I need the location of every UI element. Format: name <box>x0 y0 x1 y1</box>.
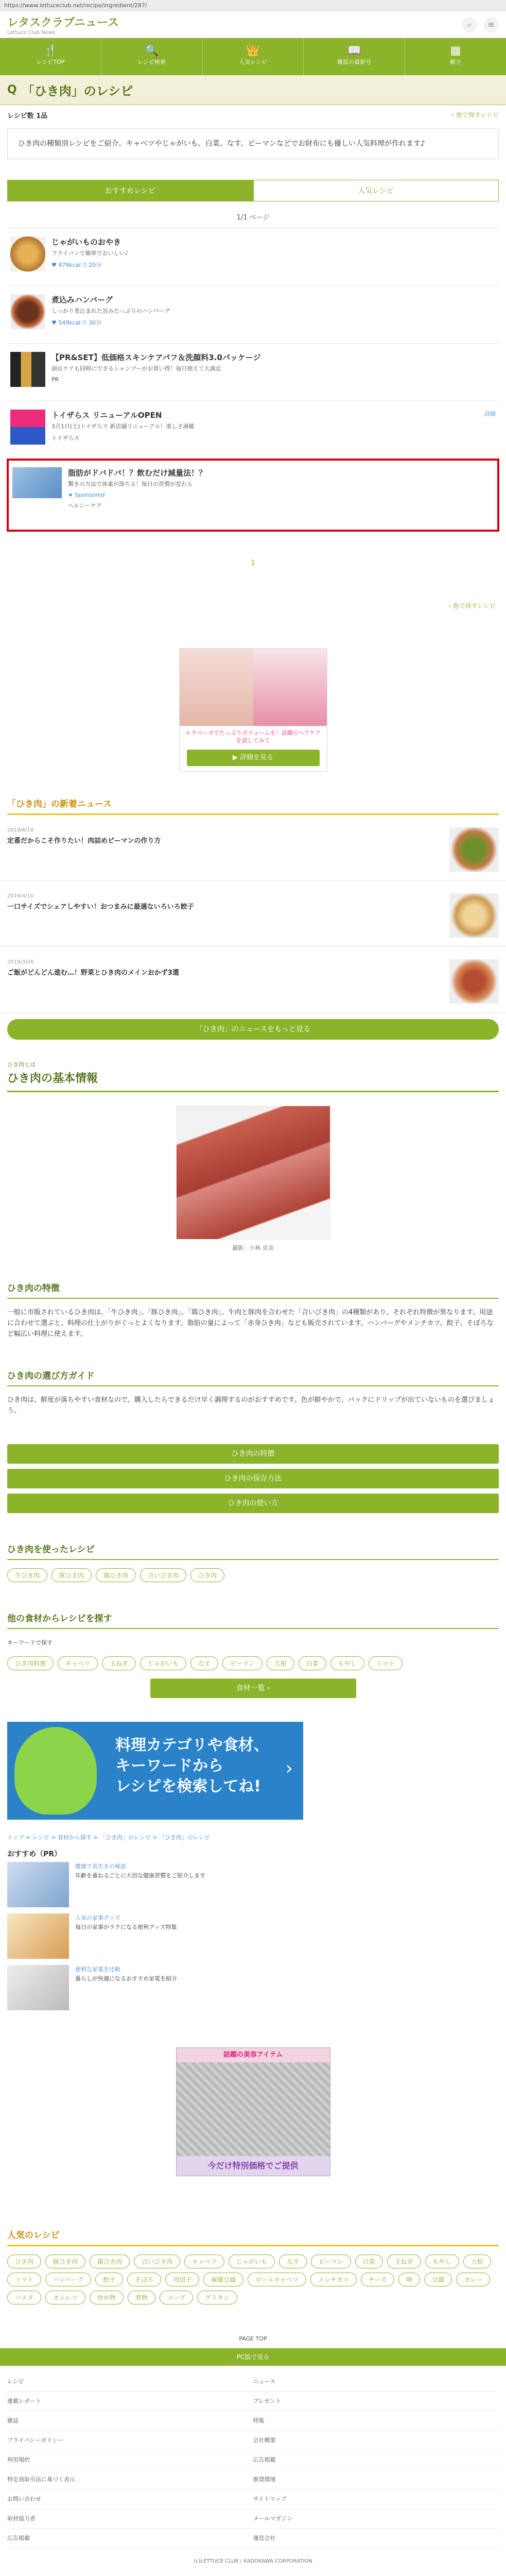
recipe-thumb <box>10 294 45 329</box>
footer-link[interactable]: 会社概要 <box>253 2431 499 2450</box>
footer-link[interactable]: 広告掲載 <box>7 2529 253 2548</box>
popular-tag[interactable]: パスタ <box>7 2291 41 2304</box>
select-text: ひき肉は、鮮度が落ちやすい食材なので、購入したらできるだけ早く調理するのがおすすめです。色が鮮やかで、パックにドリップが出ていないものを選びましょう。 <box>7 1396 495 1415</box>
recipe-count: レシピ数 1品 <box>7 112 48 120</box>
footer-link[interactable]: レシピ <box>7 2372 253 2392</box>
tag[interactable]: キャベツ <box>58 1656 98 1670</box>
mascot-icon <box>14 1727 97 1815</box>
popular-tag[interactable]: トマト <box>7 2273 41 2286</box>
pr-thumb <box>7 1913 69 1959</box>
nav-magazine[interactable]: 📖 雑誌の最新号 <box>304 38 405 75</box>
page-title-bar <box>0 75 506 105</box>
ad-text: ルラベーヌでたっぷりボリュームを！話題のヘアケアを試してみて <box>185 730 321 744</box>
q-icon: Q <box>7 83 17 96</box>
list-item[interactable]: 【PR&SET】低価格スキンケアパフ＆洗顔料3.0パッケージ 頭皮ケアも同時にできるシャンプーがお買い得！毎日使えて大満足 PR <box>7 344 499 401</box>
browser-url-bar[interactable] <box>0 0 506 11</box>
storage-button[interactable]: ひき肉の保存方法 <box>7 1469 499 1488</box>
news-item[interactable]: 2019/6/18 定番だからこそ作りたい！肉詰めピーマンの作り方 <box>0 815 506 881</box>
site-header <box>0 11 506 38</box>
tag[interactable]: なす <box>190 1656 218 1670</box>
page-title: 「ひき肉」のレシピ <box>22 83 133 98</box>
image-caption: 撮影：小林 京美 <box>232 1245 274 1251</box>
news-thumb <box>449 827 499 872</box>
list-item[interactable]: 脂肪がドバドバ！？飲むだけ減量法！？ 驚きの方法で体重が落ちる！毎日の習慣が変わる ★ Sponsored ヘルシーケア <box>7 459 499 531</box>
footer-link[interactable]: プライバシーポリシー <box>7 2431 253 2450</box>
popular-tag[interactable]: スープ <box>160 2291 193 2304</box>
popular-tag[interactable]: じゃがいも <box>229 2255 275 2268</box>
page-count: 1/1 ページ <box>236 214 270 222</box>
feature-heading: ひき肉の特徴 <box>7 1281 499 1299</box>
used-tags <box>7 1568 499 1582</box>
tag[interactable]: 大根 <box>267 1656 294 1670</box>
crown-icon: 👑 <box>246 44 260 57</box>
popular-tag[interactable]: 炒め物 <box>90 2291 124 2304</box>
tag[interactable]: ひき肉料理 <box>7 1656 54 1670</box>
popular-tag[interactable]: ピーマン <box>311 2255 351 2268</box>
popular-tag[interactable]: チーズ <box>361 2273 394 2286</box>
news-heading: 「ひき肉」の新着ニュース <box>7 792 499 815</box>
popular-tag[interactable]: 鶏ひき肉 <box>90 2255 130 2268</box>
pr-item[interactable]: 人気の家事グッズ 毎日の家事がラクになる便利グッズ特集 <box>7 1913 499 1962</box>
search-icon[interactable]: ⌕ <box>462 17 477 32</box>
chevron-right-icon: › <box>285 1758 293 1779</box>
nav-recipe-search[interactable]: 🔍 レシピ検索 <box>101 38 203 75</box>
book-icon: 📖 <box>347 44 361 57</box>
pr-item[interactable]: 健康で長生きの秘訣 年齢を重ねるごとに大切な健康習慣をご紹介します <box>7 1862 499 1910</box>
popular-tag[interactable]: ハンバーグ <box>45 2273 91 2286</box>
detail-link[interactable]: 詳細 <box>484 411 496 417</box>
tag[interactable]: 鶏ひき肉 <box>96 1568 136 1582</box>
popular-tag[interactable]: 煮物 <box>128 2291 155 2304</box>
tag[interactable]: じゃがいも <box>140 1656 186 1670</box>
footer-link[interactable]: 運営会社 <box>253 2529 499 2548</box>
tag[interactable]: 合いびき肉 <box>140 1568 186 1582</box>
footer-link[interactable]: お問い合わせ <box>7 2489 253 2509</box>
popular-tag[interactable]: 肉団子 <box>165 2273 199 2286</box>
tag[interactable]: トマト <box>369 1656 403 1670</box>
popular-tag[interactable]: もやし <box>425 2255 459 2268</box>
other-ingredients-heading: 他の食材からレシピを探す <box>7 1611 499 1629</box>
tag[interactable]: 白菜 <box>299 1656 326 1670</box>
ad-thumb <box>12 467 62 498</box>
tab-popular[interactable]: 人気レシピ <box>253 180 499 201</box>
feature-text: 一般に市販されているひき肉は、「牛ひき肉」、「豚ひき肉」、「鶏ひき肉」、牛肉と豚肉を合わせた「合いびき肉」の4種類があり、それぞれ特徴が異なります。用途に合わせて選ぶと、料理の仕上がりがぐっとよくなります。脂肪の量によって「赤身ひき肉」なども販売されています。ハンバーグやメンチカツ、餃子、そぼろなど幅広い料理に使えます。 <box>7 1309 494 1338</box>
tag[interactable]: 豚ひき肉 <box>51 1568 92 1582</box>
ad-thumb <box>10 352 45 387</box>
used-recipes-heading: ひき肉を使ったレシピ <box>7 1542 499 1560</box>
page-top-link[interactable]: PAGE TOP <box>239 2335 267 2342</box>
popular-tag[interactable]: 麻婆豆腐 <box>203 2273 243 2286</box>
ingredient-list-button[interactable]: 食材一覧 › <box>150 1679 356 1698</box>
popular-heading: 人気のレシピ <box>7 2228 499 2246</box>
recipe-list <box>7 228 499 531</box>
search-icon: 🔍 <box>144 44 159 57</box>
basic-info-sub: ひき肉とは <box>7 1061 36 1068</box>
nav-recipe-top[interactable]: 🍴 レシピTOP <box>0 38 101 75</box>
breadcrumb[interactable]: トップ > レシピ > 食材から探す > 「ひき肉」のレシピ > 「ひき肉」のレシピ <box>7 1834 210 1841</box>
popular-tag[interactable]: 卵 <box>398 2273 420 2286</box>
popular-tag[interactable]: ひき肉 <box>7 2255 41 2268</box>
fork-icon: 🍴 <box>43 44 58 57</box>
other-tags <box>7 1656 499 1670</box>
menu-icon[interactable]: ≡ <box>483 17 499 32</box>
footer-link[interactable]: 広告掲載 <box>253 2450 499 2470</box>
news-thumb <box>449 893 499 938</box>
calendar-icon: ▦ <box>450 44 461 57</box>
other-search-link[interactable]: › 他で探すレシピ <box>451 111 499 118</box>
footer-link[interactable]: 推奨環境 <box>253 2470 499 2489</box>
recipe-thumb <box>10 236 45 272</box>
pr-thumb <box>7 1862 69 1907</box>
tag[interactable]: ピーマン <box>222 1656 263 1670</box>
popular-tag[interactable]: 豚ひき肉 <box>45 2255 85 2268</box>
popular-tag[interactable]: キャベツ <box>184 2255 224 2268</box>
popular-tag[interactable]: ロールキャベツ <box>248 2273 306 2286</box>
news-thumb <box>449 959 499 1004</box>
popular-tags <box>7 2255 499 2304</box>
popular-tag[interactable]: 餃子 <box>95 2273 123 2286</box>
footer-link[interactable]: 利用規約 <box>7 2450 253 2470</box>
pc-view-link[interactable]: PC版で見る <box>0 2348 506 2366</box>
popular-tag[interactable]: 玉ねぎ <box>387 2255 421 2268</box>
popular-tag[interactable]: 豆腐 <box>424 2273 452 2286</box>
popular-tag[interactable]: なす <box>279 2255 307 2268</box>
footer-link[interactable]: 特定商取引法に基づく表示 <box>7 2470 253 2489</box>
usage-button[interactable]: ひき肉の使い方 <box>7 1494 499 1513</box>
pr-thumb <box>7 1965 69 2010</box>
popular-tag[interactable]: 白菜 <box>355 2255 383 2268</box>
news-item[interactable]: 2019/3/26 ご飯がどんどん進む…！野菜とひき肉のメインおかず3選 <box>0 947 506 1013</box>
footer-link[interactable]: メールマガジン <box>253 2509 499 2529</box>
footer-link[interactable]: 取材協力者 <box>7 2509 253 2529</box>
footer-link[interactable]: プレゼント <box>253 2392 499 2411</box>
footer-link[interactable]: ニュース <box>253 2372 499 2392</box>
ad-banner-2[interactable]: 話題の美容アイテム 今だけ特別価格でご提供 <box>176 2047 330 2176</box>
pagination[interactable]: 1 <box>251 559 255 567</box>
popular-tag[interactable]: カレー <box>456 2273 490 2286</box>
tag[interactable]: 玉ねぎ <box>102 1656 136 1670</box>
nav-popular[interactable]: 👑 人気レシピ <box>203 38 304 75</box>
footer-link[interactable]: 連載レポート <box>7 2392 253 2411</box>
popular-tag[interactable]: メンチカツ <box>310 2273 357 2286</box>
ad-detail-button[interactable]: ▶ 詳細を見る <box>187 750 320 766</box>
feature-button[interactable]: ひき肉の特徴 <box>7 1444 499 1464</box>
ground-meat-image <box>176 1106 330 1240</box>
tag[interactable]: もやし <box>330 1656 364 1670</box>
other-search-link[interactable]: › 他で探すレシピ <box>448 602 496 609</box>
popular-tag[interactable]: そぼろ <box>127 2273 161 2286</box>
pr-item[interactable]: 便利な家電を比較 暮らしが快適になるおすすめ家電を紹介 <box>7 1965 499 2013</box>
pr-heading: おすすめ（PR） <box>7 1850 62 1858</box>
footer-link[interactable]: 雑誌 <box>7 2411 253 2431</box>
ad-banner[interactable] <box>179 648 327 772</box>
popular-tag[interactable]: グラタン <box>197 2291 237 2304</box>
global-nav <box>0 38 506 75</box>
list-item[interactable]: 煮込みハンバーグ しっかり煮込まれた旨みたっぷりのハンバーグ ♥ 549kcal ⏱ 30分 <box>7 286 499 344</box>
url-text: https://www.lettuceclub.net/recipe/ingredient/287/ <box>4 2 147 9</box>
nav-menu[interactable]: ▦ 献立 <box>405 38 506 75</box>
recipe-tabs <box>7 180 499 201</box>
page-description: ひき肉の種類別レシピをご紹介。キャベツやじゃがいも、白菜、なす、ピーマンなどでお財布にも優しい人気料理が作れます♪ <box>7 128 499 159</box>
list-item[interactable]: トイザらス リニューアルOPEN 3月1日(土)トイザらス 新店舗リニューアル！楽しさ満載 トイザらス 詳細 <box>7 401 499 459</box>
footer-links <box>0 2366 506 2548</box>
select-heading: ひき肉の選び方ガイド <box>7 1368 499 1386</box>
tag[interactable]: ひき肉 <box>190 1568 224 1582</box>
copyright: (c)LETTUCE CLUB / KADOKAWA CORPORATION <box>194 2558 312 2564</box>
popular-tag[interactable]: 大根 <box>463 2255 491 2268</box>
basic-info-heading: ひき肉の基本情報 <box>7 1070 499 1092</box>
search-banner[interactable]: 料理カテゴリや食材、 キーワードから レシピを検索してね! › <box>7 1722 303 1820</box>
ad-thumb <box>10 410 45 445</box>
footer-link[interactable]: 特集 <box>253 2411 499 2431</box>
list-item[interactable]: じゃがいものおやき フライパンで簡単でおいしい♪ ♥ 479kcal ⏱ 20分 <box>7 228 499 286</box>
site-logo[interactable]: レタスクラブニュース Lettuce Club News <box>7 16 119 36</box>
footer-link[interactable]: サイトマップ <box>253 2489 499 2509</box>
news-item[interactable]: 2019/4/10 一口サイズでシェアしやすい！おつまみに最適ないろいろ餃子 <box>0 881 506 947</box>
popular-tag[interactable]: 合いびき肉 <box>134 2255 180 2268</box>
tag[interactable]: 牛ひき肉 <box>7 1568 47 1582</box>
tab-recommended[interactable]: おすすめレシピ <box>7 180 253 201</box>
popular-tag[interactable]: オムレツ <box>45 2291 85 2304</box>
more-news-button[interactable]: 「ひき肉」のニュースをもっと見る <box>7 1019 499 1040</box>
other-sub: キーワードで探す <box>7 1639 53 1646</box>
